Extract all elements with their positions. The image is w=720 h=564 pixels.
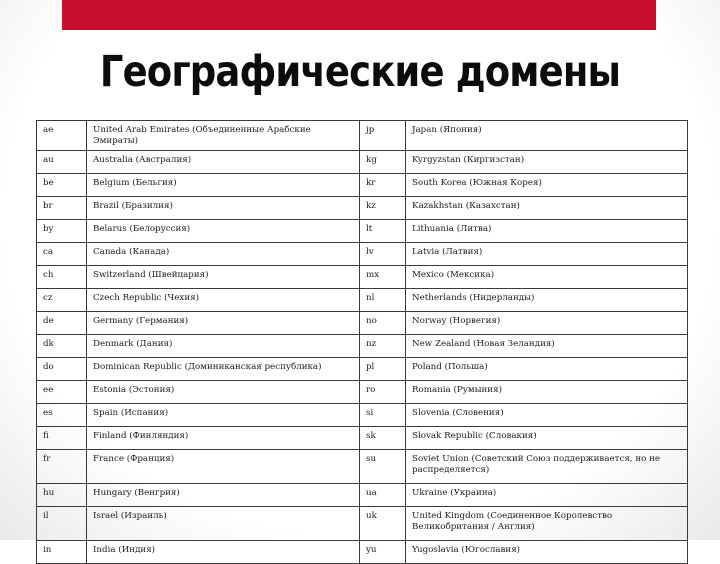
table-row — [37, 121, 688, 151]
domain-code-cell: kz — [360, 197, 406, 220]
table-row — [37, 197, 688, 220]
domain-code-cell: ch — [37, 266, 87, 289]
table-row — [37, 427, 688, 450]
domain-code-cell: si — [360, 404, 406, 427]
table-row — [37, 174, 688, 197]
accent-bar — [62, 0, 656, 30]
country-name-cell: Dominican Republic (Доминиканская республика) — [87, 358, 360, 381]
country-name-cell: Ukraine (Украина) — [406, 484, 688, 507]
domain-code-cell: in — [37, 541, 87, 564]
domain-code-cell: hu — [37, 484, 87, 507]
domain-code-cell: nl — [360, 289, 406, 312]
domain-code-cell: fi — [37, 427, 87, 450]
domain-code-cell: kg — [360, 151, 406, 174]
country-name-cell: Belgium (Бельгия) — [87, 174, 360, 197]
domain-code-cell: mx — [360, 266, 406, 289]
domain-code-cell: dk — [37, 335, 87, 358]
country-name-cell: Spain (Испания) — [87, 404, 360, 427]
domain-code-cell: es — [37, 404, 87, 427]
table-row — [37, 335, 688, 358]
country-name-cell: Norway (Норвегия) — [406, 312, 688, 335]
domain-code-cell: ee — [37, 381, 87, 404]
domain-code-cell: uk — [360, 507, 406, 541]
domain-code-cell: be — [37, 174, 87, 197]
country-name-cell: Poland (Польша) — [406, 358, 688, 381]
country-name-cell: Canada (Канада) — [87, 243, 360, 266]
domain-code-cell: ua — [360, 484, 406, 507]
country-name-cell: Estonia (Эстония) — [87, 381, 360, 404]
country-name-cell: Czech Republic (Чехия) — [87, 289, 360, 312]
domain-code-cell: yu — [360, 541, 406, 564]
table-row — [37, 404, 688, 427]
slide-title: Географические домены — [99, 47, 621, 97]
domain-code-cell: jp — [360, 121, 406, 151]
country-name-cell: Yugoslavia (Югославия) — [406, 541, 688, 564]
country-name-cell: Latvia (Латвия) — [406, 243, 688, 266]
domain-code-cell: kr — [360, 174, 406, 197]
domain-code-cell: ro — [360, 381, 406, 404]
table-row — [37, 507, 688, 541]
domain-code-cell: de — [37, 312, 87, 335]
table-row — [37, 358, 688, 381]
domain-code-cell: do — [37, 358, 87, 381]
country-name-cell: South Korea (Южная Корея) — [406, 174, 688, 197]
country-name-cell: France (Франция) — [87, 450, 360, 484]
table-row — [37, 381, 688, 404]
country-name-cell: Israel (Израиль) — [87, 507, 360, 541]
table-row — [37, 289, 688, 312]
domain-code-cell: no — [360, 312, 406, 335]
table-row — [37, 220, 688, 243]
country-name-cell: Germany (Германия) — [87, 312, 360, 335]
country-name-cell: Brazil (Бразилия) — [87, 197, 360, 220]
country-name-cell: New Zealand (Новая Зеландия) — [406, 335, 688, 358]
country-name-cell: Mexico (Мексика) — [406, 266, 688, 289]
domain-code-cell: lt — [360, 220, 406, 243]
domain-code-cell: ae — [37, 121, 87, 151]
country-name-cell: Hungary (Венгрия) — [87, 484, 360, 507]
table-row — [37, 450, 688, 484]
table-row — [37, 541, 688, 564]
domain-code-cell: il — [37, 507, 87, 541]
country-name-cell: United Kingdom (Соединенное Королевство Великобритания / Англия) — [406, 507, 688, 541]
table-row — [37, 151, 688, 174]
country-name-cell: Denmark (Дания) — [87, 335, 360, 358]
domain-code-cell: by — [37, 220, 87, 243]
country-name-cell: Switzerland (Швейцария) — [87, 266, 360, 289]
country-name-cell: Soviet Union (Советский Союз поддерживается, но не распределяется) — [406, 450, 688, 484]
country-name-cell: Romania (Румыния) — [406, 381, 688, 404]
domain-code-cell: ca — [37, 243, 87, 266]
domain-code-cell: br — [37, 197, 87, 220]
country-name-cell: Japan (Япония) — [406, 121, 688, 151]
country-name-cell: Slovak Republic (Словакия) — [406, 427, 688, 450]
country-name-cell: Kyrgyzstan (Киргизстан) — [406, 151, 688, 174]
table-row — [37, 312, 688, 335]
domain-code-cell: su — [360, 450, 406, 484]
domain-code-cell: pl — [360, 358, 406, 381]
country-name-cell: Australia (Австралия) — [87, 151, 360, 174]
country-name-cell: Slovenia (Словения) — [406, 404, 688, 427]
table-row — [37, 266, 688, 289]
table-row — [37, 484, 688, 507]
domains-table — [36, 120, 688, 564]
domain-code-cell: nz — [360, 335, 406, 358]
domain-code-cell: fr — [37, 450, 87, 484]
country-name-cell: Lithuania (Литва) — [406, 220, 688, 243]
country-name-cell: Kazakhstan (Казахстан) — [406, 197, 688, 220]
domain-code-cell: cz — [37, 289, 87, 312]
domain-code-cell: sk — [360, 427, 406, 450]
country-name-cell: India (Индия) — [87, 541, 360, 564]
table-row — [37, 243, 688, 266]
domain-code-cell: au — [37, 151, 87, 174]
country-name-cell: United Arab Emirates (Объединенные Арабские Эмираты) — [87, 121, 360, 151]
country-name-cell: Netherlands (Нидерланды) — [406, 289, 688, 312]
domain-code-cell: lv — [360, 243, 406, 266]
country-name-cell: Finland (Финляндия) — [87, 427, 360, 450]
country-name-cell: Belarus (Белоруссия) — [87, 220, 360, 243]
